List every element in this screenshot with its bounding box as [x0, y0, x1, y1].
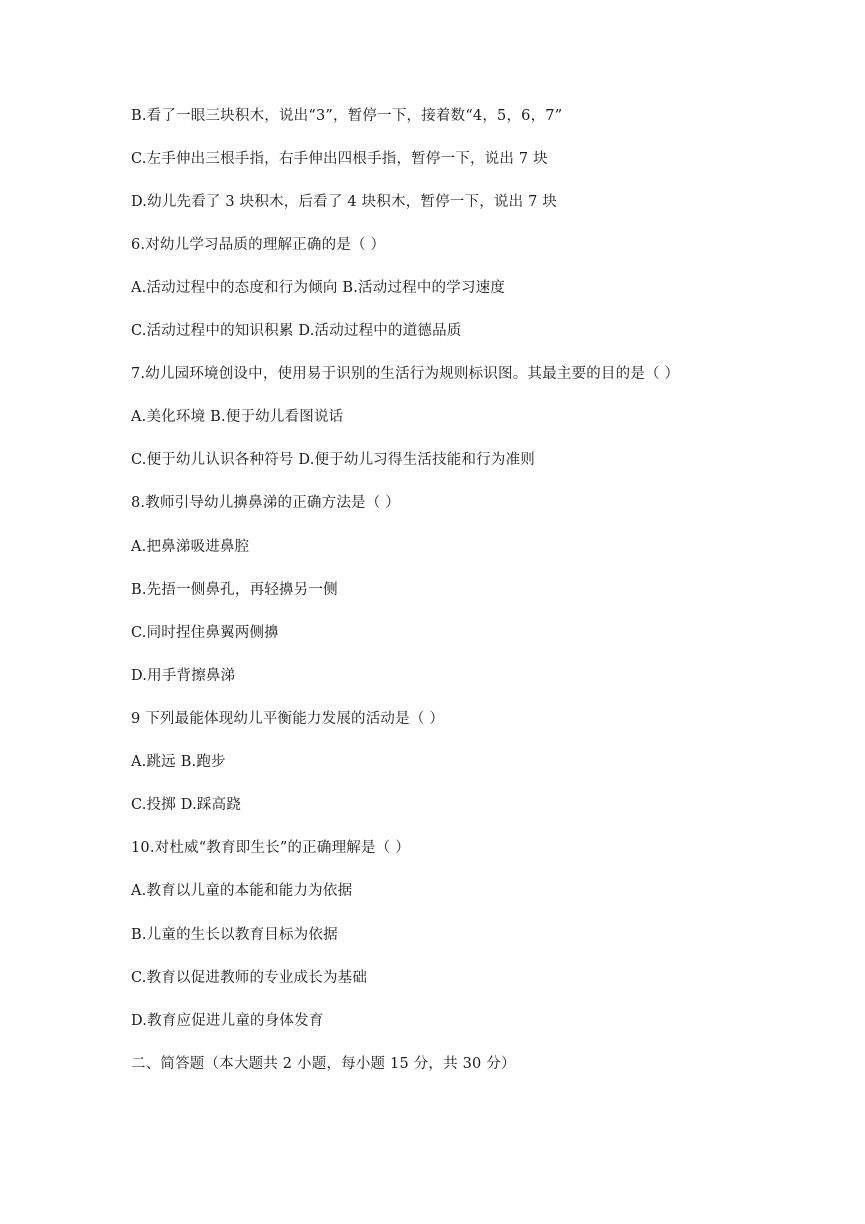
- q9-options-ab: A.跳远 B.跑步: [131, 754, 226, 770]
- q9-options-cd: C.投掷 D.踩高跷: [131, 797, 242, 813]
- q8-option-b: B.先捂一侧鼻孔，再轻擤另一侧: [131, 582, 338, 598]
- q8-option-c: C.同时捏住鼻翼两侧擤: [131, 625, 279, 641]
- q10-option-d: D.教育应促进儿童的身体发育: [131, 1013, 324, 1029]
- q5-option-d: D.幼儿先看了 3 块积木，后看了 4 块积木，暂停一下，说出 7 块: [131, 194, 558, 210]
- section-heading-short-answer: 二、简答题（本大题共 2 小题，每小题 15 分，共 30 分）: [131, 1056, 516, 1072]
- q8-option-d: D.用手背擦鼻涕: [131, 668, 236, 684]
- q10-question: 10.对杜威“教育即生长”的正确理解是（ ）: [131, 840, 410, 856]
- q7-question: 7.幼儿园环境创设中，使用易于识别的生活行为规则标识图。其最主要的目的是（ ）: [131, 366, 680, 382]
- q7-options-cd: C.便于幼儿认识各种符号 D.便于幼儿习得生活技能和行为准则: [131, 452, 536, 468]
- q8-question: 8.教师引导幼儿擤鼻涕的正确方法是（ ）: [131, 495, 400, 511]
- q10-option-a: A.教育以儿童的本能和能力为依据: [131, 883, 353, 899]
- q10-option-c: C.教育以促进教师的专业成长为基础: [131, 970, 368, 986]
- q9-question: 9 下列最能体现幼儿平衡能力发展的活动是（ ）: [131, 711, 445, 727]
- q8-option-a: A.把鼻涕吸进鼻腔: [131, 539, 250, 555]
- q7-options-ab: A.美化环境 B.便于幼儿看图说话: [131, 409, 344, 425]
- q5-option-b: B.看了一眼三块积木，说出“3”，暂停一下，接着数“4，5，6，7”: [131, 108, 563, 124]
- q6-options-ab: A.活动过程中的态度和行为倾向 B.活动过程中的学习速度: [131, 280, 506, 296]
- q6-options-cd: C.活动过程中的知识积累 D.活动过程中的道德品质: [131, 323, 462, 339]
- q10-option-b: B.儿童的生长以教育目标为依据: [131, 927, 338, 943]
- q6-question: 6.对幼儿学习品质的理解正确的是（ ）: [131, 237, 386, 253]
- q5-option-c: C.左手伸出三根手指，右手伸出四根手指，暂停一下，说出 7 块: [131, 151, 548, 167]
